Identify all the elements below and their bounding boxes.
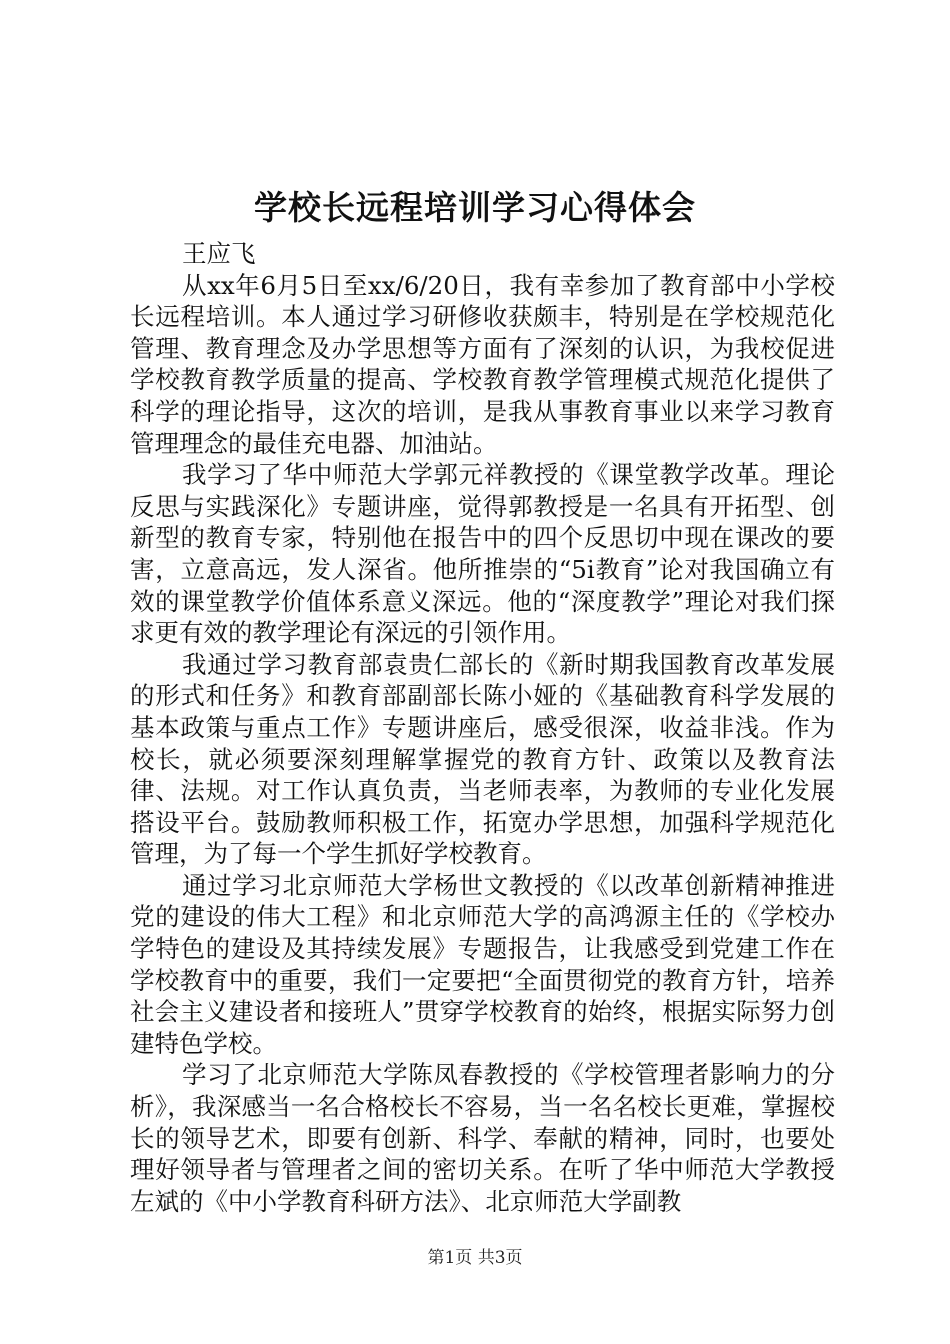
author-name: 王应飞 — [182, 239, 256, 268]
paragraph-5: 学习了北京师范大学陈凤春教授的《学校管理者影响力的分析》，我深感当一名合格校长不容易，当一名名校长更难，掌握校长的领导艺术，即要有创新、科学、奉献的精神，同时，也要处理好领导者与管理者之间的密切关系。在听了华中师范大学教授左斌的《中小学教育科研方法》、北京师范大学副教 — [130, 1060, 835, 1216]
page-number-footer: 第1页 共3页 — [427, 1248, 523, 1268]
document-title: 学校长远程培训学习心得体会 — [254, 188, 696, 227]
paragraph-3: 我通过学习教育部袁贵仁部长的《新时期我国教育改革发展的形式和任务》和教育部副部长陈小娅的《基础教育科学发展的基本政策与重点工作》专题讲座后，感受很深，收益非浅。作为校长，就必须要深刻理解掌握党的教育方针、政策以及教育法律、法规。对工作认真负责，当老师表率，为教师的专业化发展搭设平台。鼓励教师积极工作，拓宽办学思想，加强科学规范化管理，为了每一个学生抓好学校教育。 — [130, 649, 835, 869]
paragraph-1: 从xx年6月5日至xx/6/20日，我有幸参加了教育部中小学校长远程培训。本人通过学习研修收获颇丰，特别是在学校规范化管理、教育理念及办学思想等方面有了深刻的认识，为我校促进学校教育教学质量的提高、学校教育教学管理模式规范化提供了科学的理论指导，这次的培训，是我从事教育事业以来学习教育管理理念的最佳充电器、加油站。 — [130, 270, 835, 458]
document-body — [130, 238, 835, 1217]
paragraph-2: 我学习了华中师范大学郭元祥教授的《课堂教学改革。理论反思与实践深化》专题讲座，觉得郭教授是一名具有开拓型、创新型的教育专家，特别他在报告中的四个反思切中现在课改的要害，立意高远，发人深省。他所推崇的“5i教育”论对我国确立有效的课堂教学价值体系意义深远。他的“深度教学”理论对我们探求更有效的教学理论有深远的引领作用。 — [130, 460, 835, 648]
paragraph-4: 通过学习北京师范大学杨世文教授的《以改革创新精神推进党的建设的伟大工程》和北京师范大学的高鸿源主任的《学校办学特色的建设及其持续发展》专题报告，让我感受到党建工作在学校教育中的重要，我们一定要把“全面贯彻党的教育方针，培养社会主义建设者和接班人”贯穿学校教育的始终，根据实际努力创建特色学校。 — [130, 870, 835, 1058]
